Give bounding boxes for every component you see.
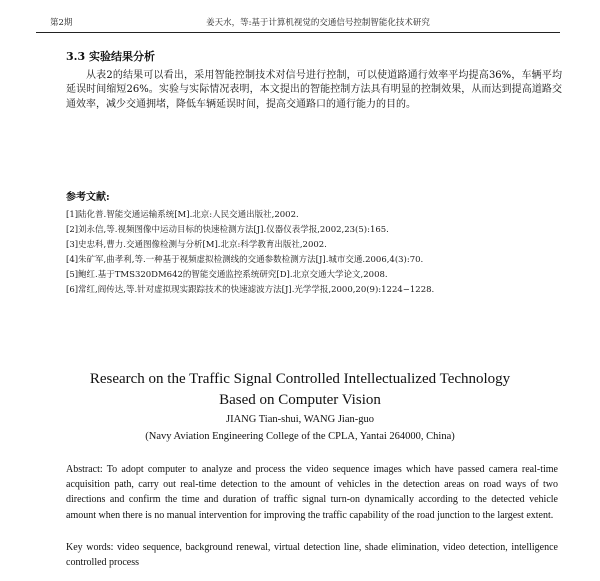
english-keywords: Key words: video sequence, background renewal, virtual detection line, shade elimination, video detection, intelligence controlled process (66, 542, 558, 569)
reference-item: [6]常红,阎传达,等.针对虚拟现实跟踪技术的快速滤波方法[J].光学学报,2000,20(9):1224−1228. (66, 285, 435, 296)
reference-item: [1]陆化普.智能交通运输系统[M].北京:人民交通出版社,2002. (66, 210, 299, 220)
section-paragraph: 从表2的结果可以看出，采用智能控制技术对信号进行控制，可以使道路通行效率平均提高36%，车辆平均延误时间缩短26%。实验与实际情况表明，本文提出的智能控制方法具有明显的控制效果，从而达到提高道路交通效率，减少交通拥堵，降低车辆延误时间，提高交通路口的通行能力的目的。 (66, 70, 562, 110)
english-title (0, 369, 600, 411)
running-title: 姜天水，等:基于计算机视觉的交通信号控制智能化技术研究 (206, 18, 430, 28)
english-title-line-1: Research on the Traffic Signal Controlled Intellectualized Technology (89, 371, 511, 387)
english-affiliation: (Navy Aviation Engineering College of the CPLA, Yantai 264000, China) (145, 431, 455, 442)
references-list (66, 208, 566, 299)
references-title: 参考文献: (66, 192, 110, 203)
english-abstract: Abstract: To adopt computer to analyze and process the video sequence images which have passed camera real-time acquisition path, carry out real-time detection to the amount of vehicles in the detection areas on road ways of two directions and confirm the time and duration of traffic signal turn-on dynamically according to the detected vehicle amount when there is no manual intervention for improving the traffic capability of the road junction to the largest extent. (66, 464, 558, 521)
page-header (36, 14, 560, 33)
reference-item: [4]朱矿军,曲孝利,等.一种基于视频虚拟检测线的交通参数检测方法[J].城市交通.2006,4(3):70. (66, 255, 424, 266)
reference-item: [2]刘永信,等.视频图像中运动目标的快速检测方法[J].仪器仪表学报,2002,23(5):165. (66, 225, 389, 236)
section-title: 3.3 实验结果分析 (66, 50, 155, 63)
reference-item: [5]鲍红.基于TMS320DM642的智能交通监控系统研究[D].北京交通大学论文,2008. (66, 270, 388, 281)
english-authors: JIANG Tian-shui, WANG Jian-guo (226, 414, 374, 425)
issue-number: 第2期 (50, 18, 73, 28)
reference-item: [3]史忠科,曹力.交通图像检测与分析[M].北京:科学教育出版社,2002. (66, 240, 327, 251)
english-title-line-2: Based on Computer Vision (219, 392, 381, 408)
